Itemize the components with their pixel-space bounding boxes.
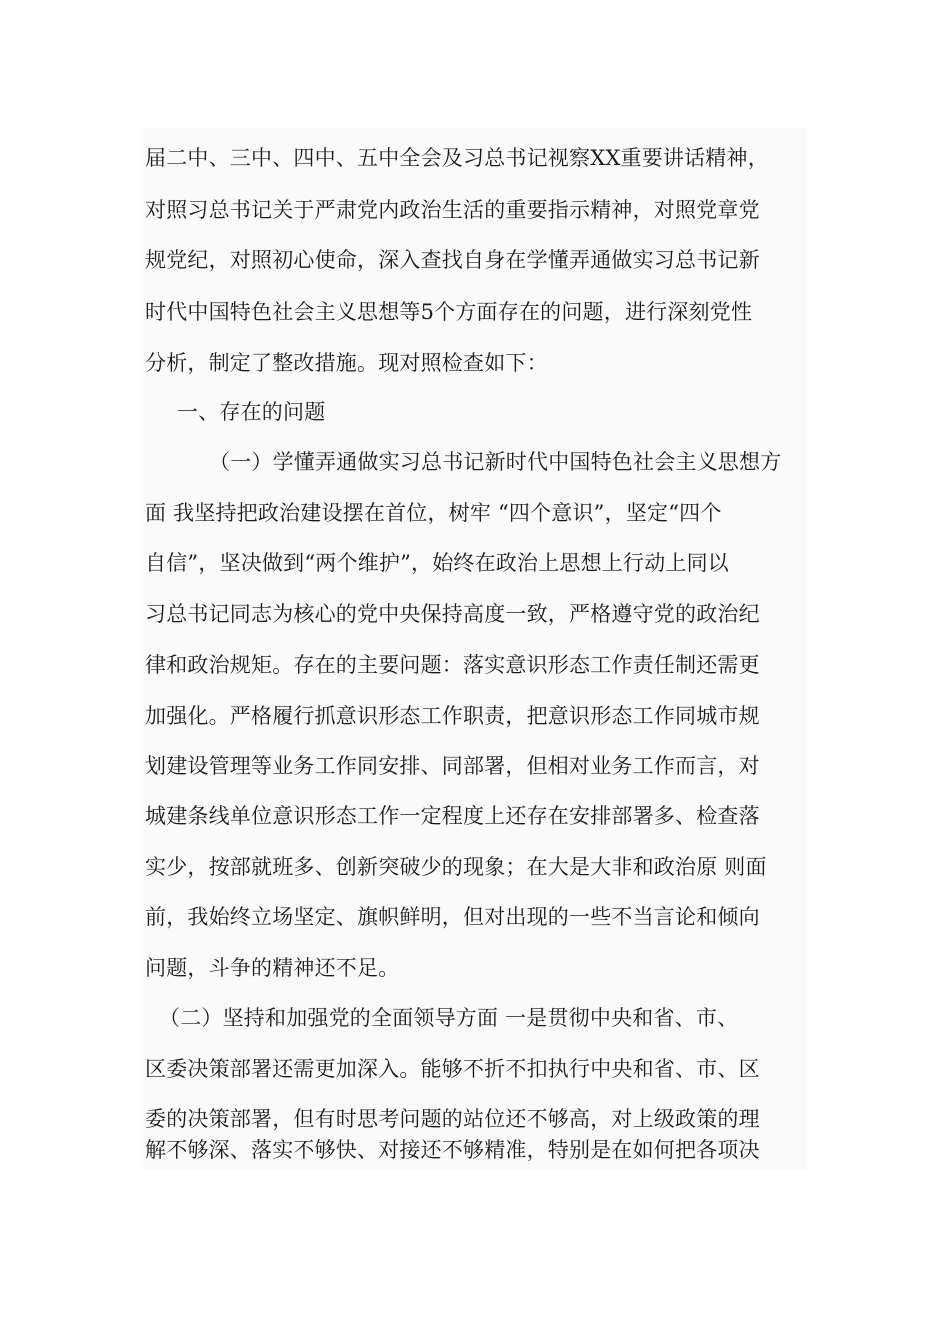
body-line: 规党纪，对照初心使命，深入查找自身在学懂弄通做实习总书记新 <box>145 248 760 272</box>
body-line: 自信”，坚决做到“两个维护”，始终在政治上思想上行动上同以 <box>145 551 730 575</box>
body-line: 城建条线单位意识形态工作一定程度上还存在安排部署多、检查落 <box>145 804 760 828</box>
document-body <box>143 128 807 1170</box>
subsection-heading: （一）学懂弄通做实习总书记新时代中国特色社会主义思想方 <box>209 450 782 474</box>
body-line: 区委决策部署还需更加深入。能够不折不扣执行中央和省、市、区 <box>145 1057 760 1081</box>
subsection-heading: （二）坚持和加强党的全面领导方面 一是贯彻中央和省、市、 <box>159 1006 739 1030</box>
body-line: 委的决策部署，但有时思考问题的站位还不够高，对上级政策的理 <box>145 1107 760 1131</box>
body-line: 时代中国特色社会主义思想等5个方面存在的问题，进行深刻党性 <box>145 300 753 324</box>
body-line: 届二中、三中、四中、五中全会及习总书记视察XX重要讲话精神， <box>145 146 769 170</box>
body-line: 分析，制定了整改措施。现对照检查如下： <box>145 351 548 375</box>
body-line: 习总书记同志为核心的党中央保持高度一致，严格遵守党的政治纪 <box>145 602 760 626</box>
body-line: 划建设管理等业务工作同安排、同部署，但相对业务工作而言，对 <box>145 754 760 778</box>
section-heading: 一、存在的问题 <box>177 400 326 424</box>
body-line: 问题，斗争的精神还不足。 <box>145 956 400 980</box>
body-line: 实少，按部就班多、创新突破少的现象；在大是大非和政治原 则面 <box>145 855 767 879</box>
body-line: 律和政治规矩。存在的主要问题：落实意识形态工作责任制还需更 <box>145 653 760 677</box>
body-line: 解不够深、落实不够快、对接还不够精准，特别是在如何把各项决 <box>145 1138 760 1162</box>
body-line: 面 我坚持把政治建设摆在首位，树牢 “四个意识”，坚定“四个 <box>145 501 722 525</box>
body-line: 前，我始终立场坚定、旗帜鲜明，但对出现的一些不当言论和倾向 <box>145 905 760 929</box>
body-line: 对照习总书记关于严肃党内政治生活的重要指示精神，对照党章党 <box>145 198 760 222</box>
body-line: 加强化。严格履行抓意识形态工作职责，把意识形态工作同城市规 <box>145 704 760 728</box>
